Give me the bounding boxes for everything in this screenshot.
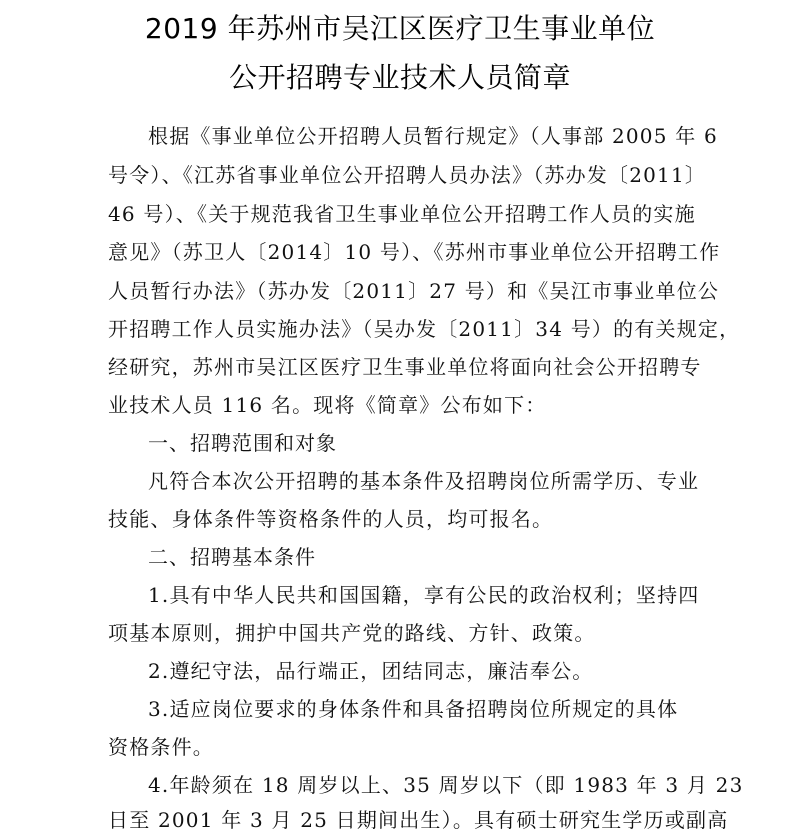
section-body-line: 技能、身体条件等资格条件的人员，均可报名。 bbox=[108, 507, 554, 531]
intro-line: 经研究，苏州市吴江区医疗卫生事业单位将面向社会公开招聘专 bbox=[108, 355, 702, 379]
condition-item-4: 4.年龄须在 18 周岁以上、35 周岁以下（即 1983 年 3 月 23 bbox=[148, 773, 744, 797]
section-body-line: 凡符合本次公开招聘的基本条件及招聘岗位所需学历、专业 bbox=[148, 469, 700, 493]
condition-item-1: 1.具有中华人民共和国国籍，享有公民的政治权利；坚持四 bbox=[148, 583, 700, 607]
condition-item-2: 2.遵纪守法，品行端正，团结同志，廉洁奉公。 bbox=[148, 659, 594, 683]
intro-line: 46 号）、《关于规范我省卫生事业单位公开招聘工作人员的实施 bbox=[108, 202, 696, 226]
document-title-line2: 公开招聘专业技术人员简章 bbox=[228, 61, 571, 94]
condition-item-4-cont: 日至 2001 年 3 月 25 日期间出生）。具有硕士研究生学历或副高 bbox=[108, 808, 729, 832]
section-heading-scope: 一、招聘范围和对象 bbox=[148, 431, 337, 455]
section-heading-conditions: 二、招聘基本条件 bbox=[148, 545, 316, 569]
condition-item-3-cont: 资格条件。 bbox=[108, 735, 214, 759]
intro-line: 人员暂行办法》（苏办发〔2011〕27 号）和《吴江市事业单位公 bbox=[108, 279, 720, 303]
intro-line: 意见》（苏卫人〔2014〕10 号）、《苏州市事业单位公开招聘工作 bbox=[108, 240, 721, 264]
intro-line: 业技术人员 116 名。现将《简章》公布如下： bbox=[108, 393, 547, 417]
document-title-line1: 2019 年苏州市吴江区医疗卫生事业单位 bbox=[144, 12, 656, 45]
condition-item-1-cont: 项基本原则，拥护中国共产党的路线、方针、政策。 bbox=[108, 621, 596, 645]
intro-line: 根据《事业单位公开招聘人员暂行规定》（人事部 2005 年 6 bbox=[148, 124, 718, 148]
intro-line: 号令）、《江苏省事业单位公开招聘人员办法》（苏办发〔2011〕 bbox=[108, 163, 707, 187]
intro-line: 开招聘工作人员实施办法》（吴办发〔2011〕34 号）的有关规定， bbox=[108, 317, 741, 341]
condition-item-3: 3.适应岗位要求的身体条件和具备招聘岗位所规定的具体 bbox=[148, 697, 679, 721]
